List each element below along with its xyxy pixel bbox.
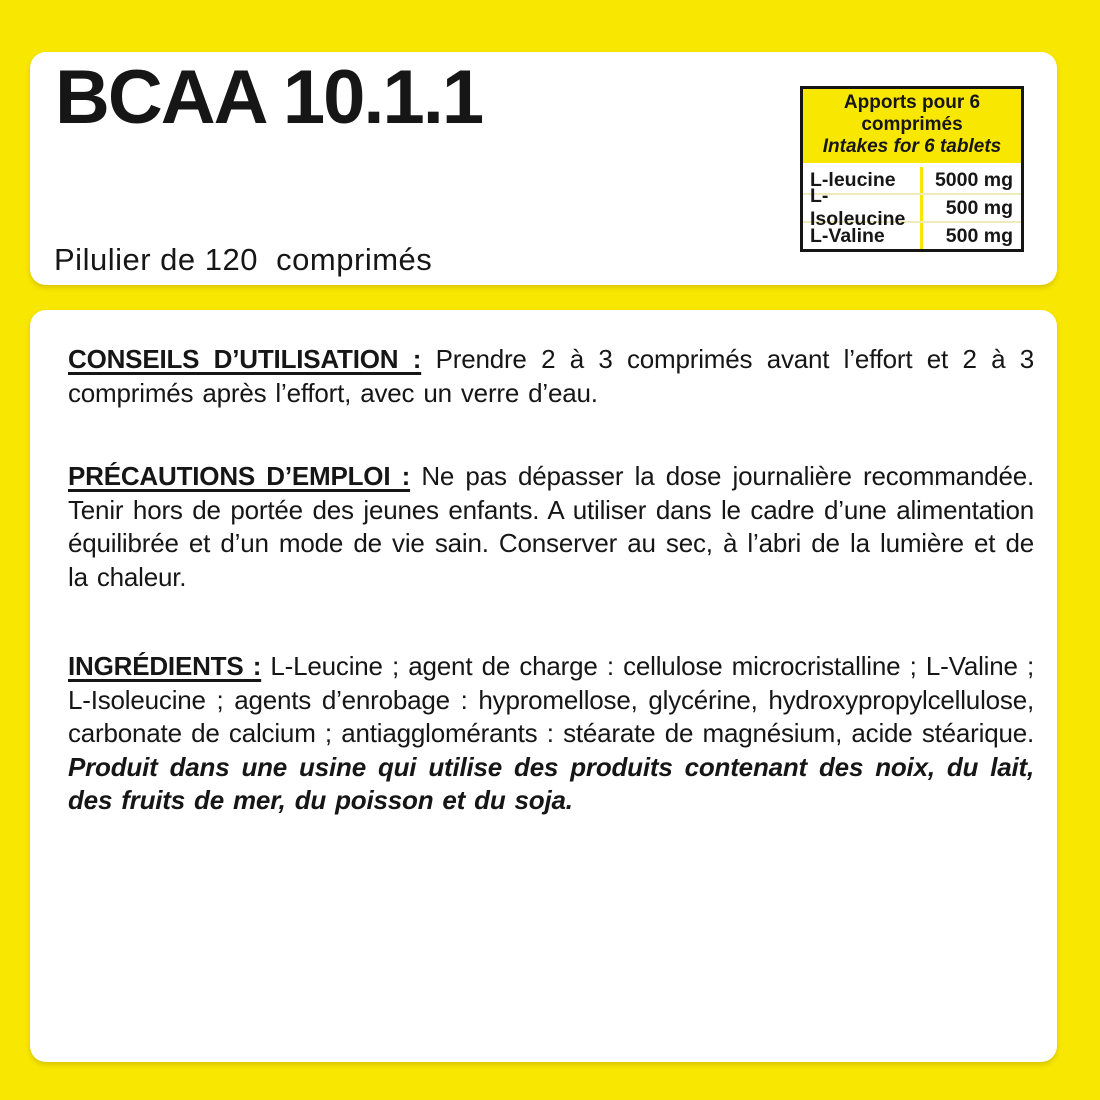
nutrient-name: L-leucine xyxy=(803,167,923,193)
nutrition-table-header-en: Intakes for 6 tablets xyxy=(822,136,1002,157)
table-row xyxy=(803,185,1021,230)
info-text-block xyxy=(68,343,1034,818)
pack-size-text: Pilulier de 120 comprimés xyxy=(54,242,433,277)
nutrient-name: L-Valine xyxy=(803,223,923,249)
precautions-heading: PRÉCAUTIONS D’EMPLOI : xyxy=(68,461,411,491)
nutrient-amount: 500 mg xyxy=(945,196,1013,219)
nutrient-amount: 5000 mg xyxy=(934,168,1013,191)
ingredients-paragraph xyxy=(68,650,1034,818)
table-row xyxy=(803,221,1021,249)
usage-paragraph xyxy=(68,343,1034,410)
nutrition-table-header xyxy=(803,89,1021,167)
usage-text: Prendre 2 à 3 comprimés avant l’effort et 2 à 3 comprimés après l’effort, avec un verre d’eau. xyxy=(68,344,1034,408)
product-title: BCAA 10.1.1 xyxy=(55,55,483,140)
precautions-text: Ne pas dépasser la dose journalière recommandée. Tenir hors de portée des jeunes enfants. A utiliser dans le cadre d’une alimentation équilibrée et d’un mode de vie sain. Conserver au sec, à l’abri de la lumière et de la chaleur. xyxy=(68,461,1035,592)
precautions-paragraph xyxy=(68,460,1034,594)
allergen-note: Produit dans une usine qui utilise des produits contenant des noix, du lait, des fruits de mer, du poisson et du soja. xyxy=(68,751,1034,815)
ingredients-heading: INGRÉDIENTS : xyxy=(68,651,262,681)
usage-heading: CONSEILS D’UTILISATION : xyxy=(68,344,422,374)
nutrition-table-header-fr: Apports pour 6 comprimés xyxy=(843,92,981,135)
nutrient-name: L-Isoleucine xyxy=(803,195,923,221)
header-panel xyxy=(30,52,1057,285)
nutrient-amount: 500 mg xyxy=(945,224,1013,247)
info-panel xyxy=(30,310,1057,1062)
ingredients-text: L-Leucine ; agent de charge : cellulose microcristalline ; L-Valine ; L-Isoleucine ; agents d’enrobage : hypromellose, glycérine, hydroxypropylcellulose, carbonate de calcium ; antiagglomérants : stéarate de magnésium, acide stéarique. xyxy=(68,651,1034,748)
nutrition-table xyxy=(800,86,1024,252)
